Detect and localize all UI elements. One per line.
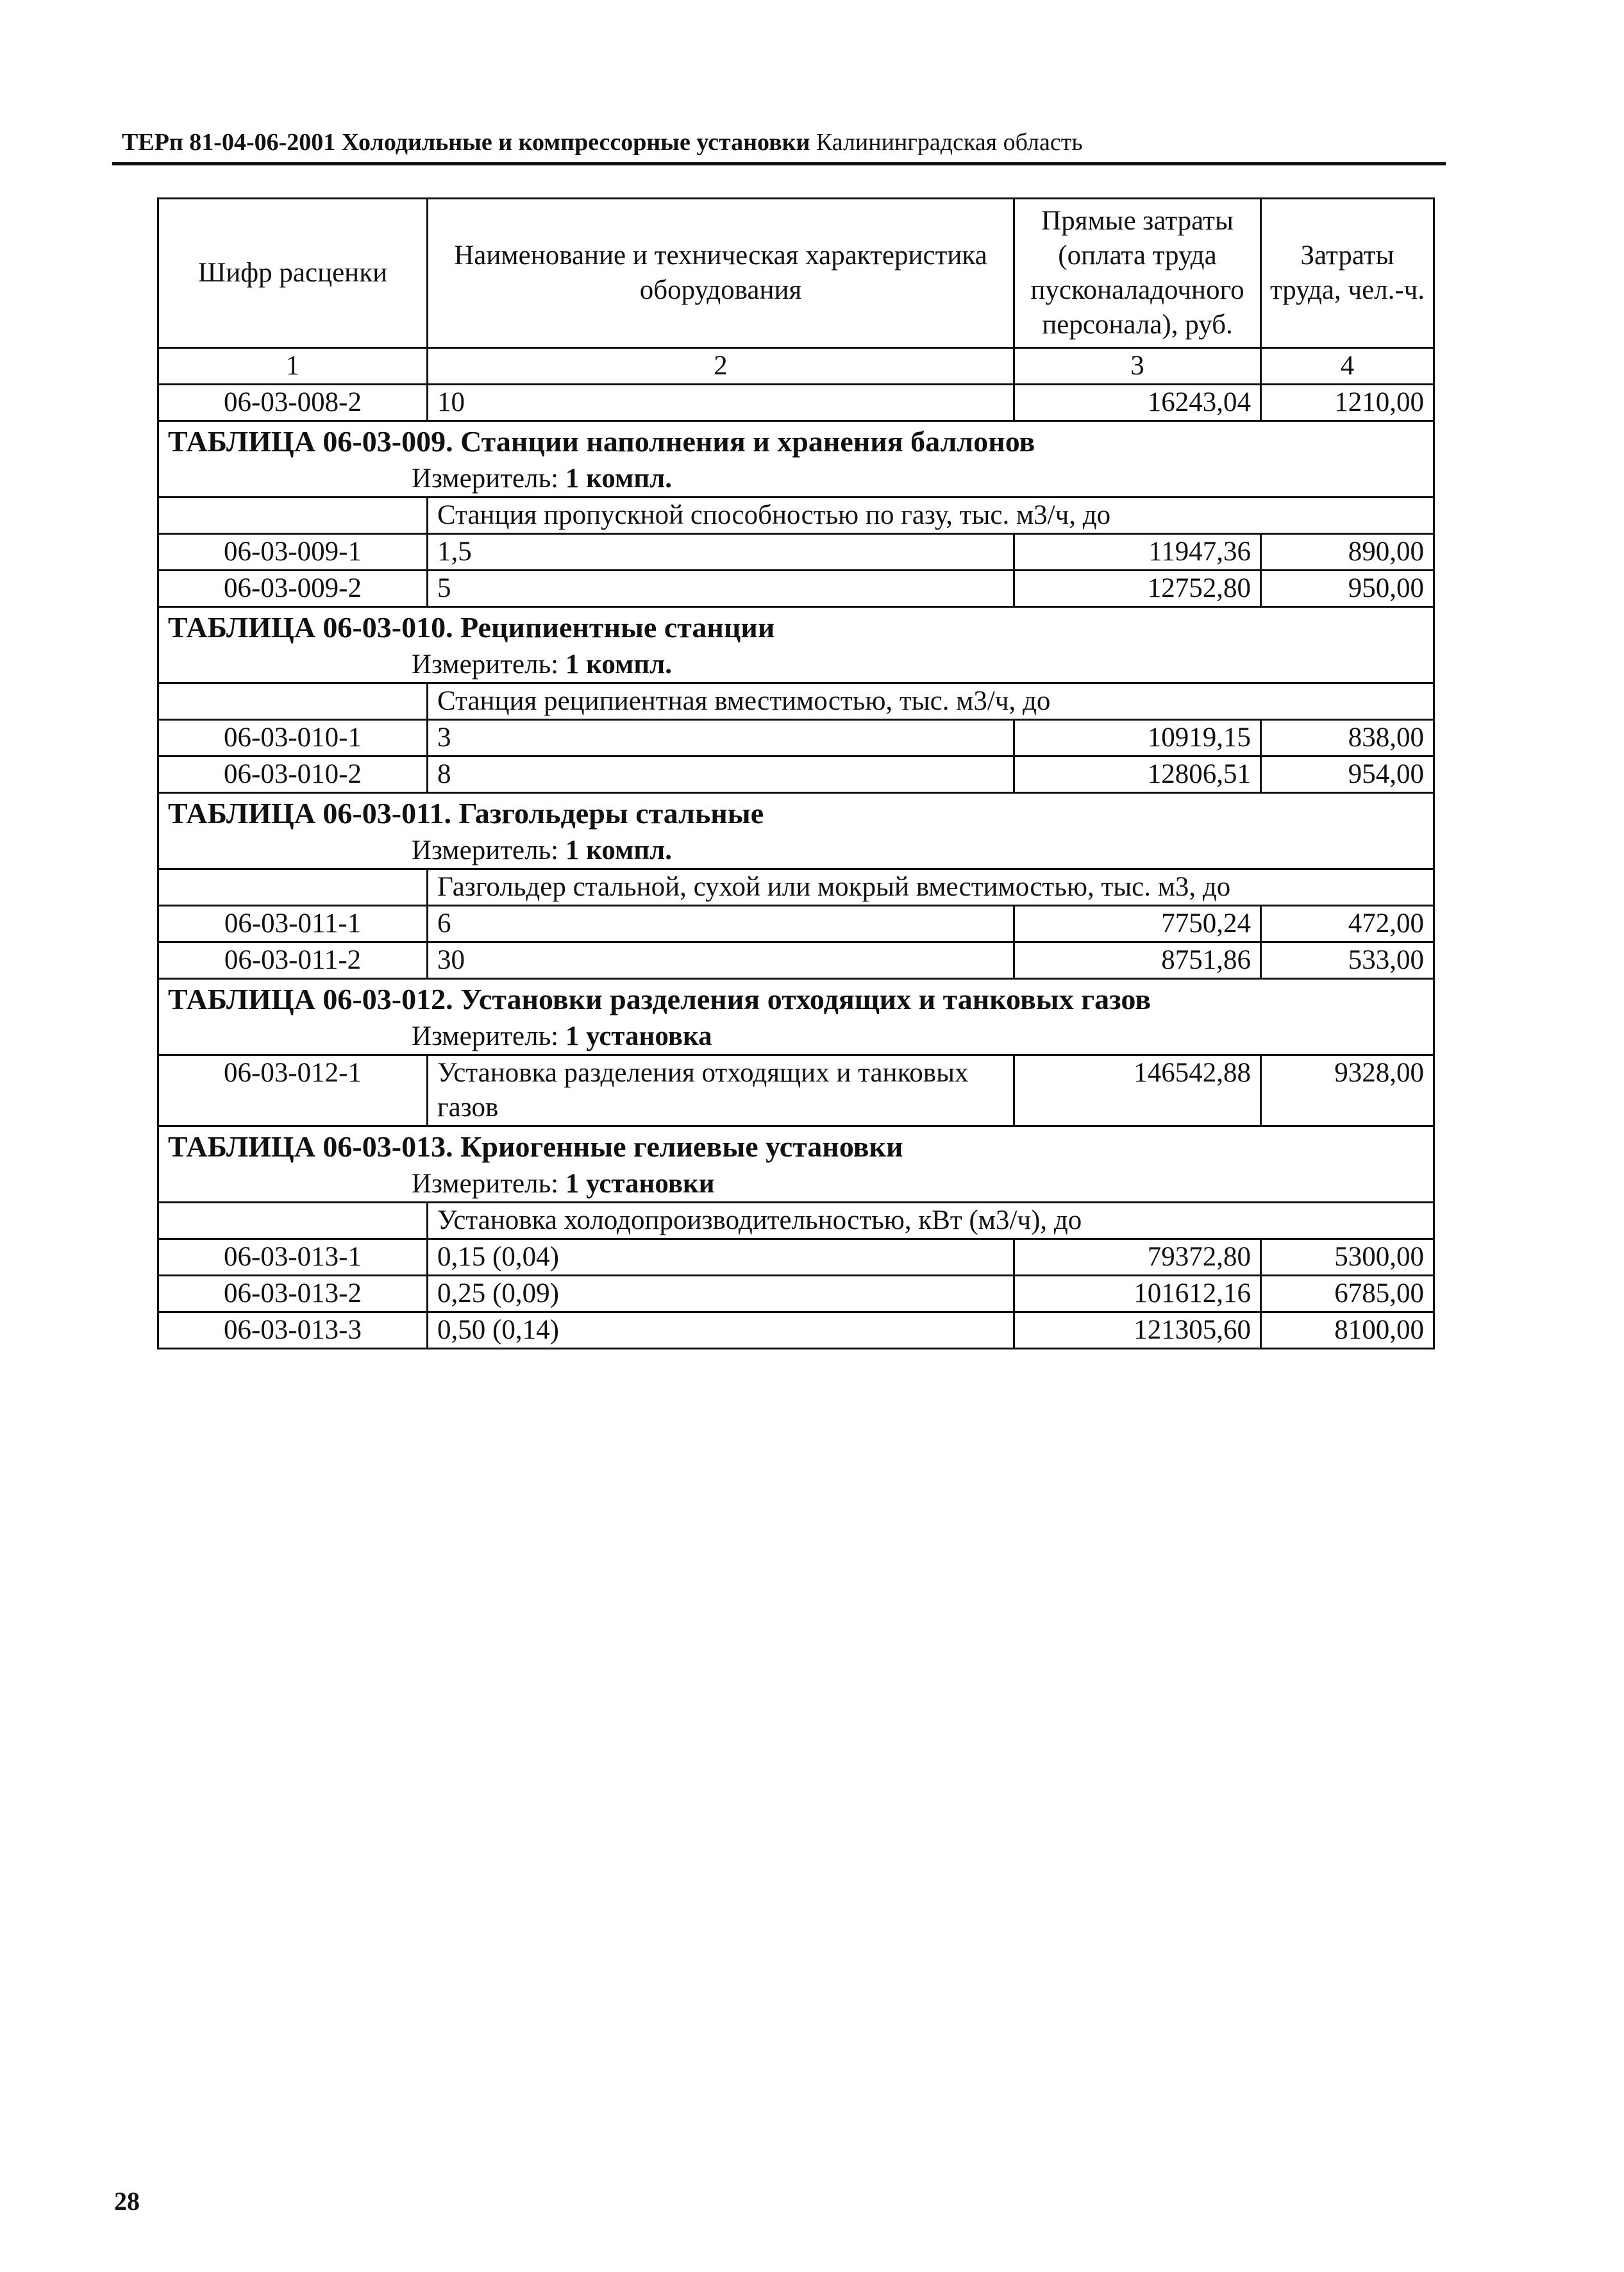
item-description: Станция реципиентная вместимостью, тыс. м3/ч, до [428, 683, 1434, 720]
section-header-cell [158, 421, 1434, 497]
table-row [158, 571, 1434, 607]
direct-cost: 10919,15 [1014, 720, 1261, 756]
item-name: 8 [428, 756, 1014, 793]
labor-cost: 9328,00 [1261, 1055, 1434, 1126]
table-row [158, 1276, 1434, 1312]
measure-value: 1 установка [565, 1021, 712, 1051]
column-number-1: 1 [158, 348, 428, 385]
section-header-cell [158, 793, 1434, 869]
table-row [158, 385, 1434, 421]
table-header-row [158, 199, 1434, 348]
rate-code: 06-03-013-3 [158, 1312, 428, 1349]
section-title: ТАБЛИЦА 06-03-010. Реципиентные станции [168, 611, 775, 644]
price-table [157, 197, 1435, 1349]
direct-cost: 12752,80 [1014, 571, 1261, 607]
rate-code: 06-03-013-2 [158, 1276, 428, 1312]
column-header-labor: Затраты труда, чел.-ч. [1261, 199, 1434, 348]
section-title: ТАБЛИЦА 06-03-011. Газгольдеры стальные [168, 797, 764, 830]
item-name: Установка разделения отходящих и танковых газов [428, 1055, 1014, 1126]
direct-cost: 12806,51 [1014, 756, 1261, 793]
document-code: ТЕРп 81-04-06-2001 [122, 129, 336, 156]
labor-cost: 838,00 [1261, 720, 1434, 756]
section-header-cell [158, 979, 1434, 1055]
measure-label: Измеритель: [412, 1021, 559, 1051]
table-row [158, 1239, 1434, 1276]
section-header-row [158, 793, 1434, 869]
labor-cost: 6785,00 [1261, 1276, 1434, 1312]
measure-label: Измеритель: [412, 1169, 559, 1199]
description-row [158, 1203, 1434, 1239]
direct-cost: 7750,24 [1014, 906, 1261, 942]
rate-code: 06-03-011-1 [158, 906, 428, 942]
description-code-cell [158, 1203, 428, 1239]
item-name: 5 [428, 571, 1014, 607]
section-header-row [158, 421, 1434, 497]
measure-label: Измеритель: [412, 464, 559, 494]
item-name: 0,15 (0,04) [428, 1239, 1014, 1276]
measure-value: 1 компл. [565, 649, 672, 680]
measure-unit [168, 1167, 1424, 1201]
item-name: 0,25 (0,09) [428, 1276, 1014, 1312]
page-number: 28 [114, 2187, 140, 2216]
labor-cost: 890,00 [1261, 534, 1434, 571]
column-number-row [158, 348, 1434, 385]
section-header-row [158, 607, 1434, 683]
rate-code: 06-03-011-2 [158, 942, 428, 979]
item-name: 0,50 (0,14) [428, 1312, 1014, 1349]
measure-label: Измеритель: [412, 649, 559, 680]
measure-unit [168, 647, 1424, 682]
measure-unit [168, 462, 1424, 496]
column-number-4: 4 [1261, 348, 1434, 385]
table-row [158, 534, 1434, 571]
direct-cost: 101612,16 [1014, 1276, 1261, 1312]
table-row [158, 1055, 1434, 1126]
item-name: 3 [428, 720, 1014, 756]
direct-cost: 16243,04 [1014, 385, 1261, 421]
direct-cost: 8751,86 [1014, 942, 1261, 979]
table-row [158, 942, 1434, 979]
labor-cost: 954,00 [1261, 756, 1434, 793]
rate-code: 06-03-008-2 [158, 385, 428, 421]
table-row [158, 1312, 1434, 1349]
rate-code: 06-03-009-2 [158, 571, 428, 607]
item-description: Газгольдер стальной, сухой или мокрый вместимостью, тыс. м3, до [428, 869, 1434, 906]
item-description: Установка холодопроизводительностью, кВт (м3/ч), до [428, 1203, 1434, 1239]
item-name: 6 [428, 906, 1014, 942]
column-number-3: 3 [1014, 348, 1261, 385]
measure-value: 1 компл. [565, 835, 672, 865]
direct-cost: 79372,80 [1014, 1239, 1261, 1276]
description-code-cell [158, 497, 428, 534]
description-row [158, 497, 1434, 534]
section-header-row [158, 1126, 1434, 1203]
labor-cost: 1210,00 [1261, 385, 1434, 421]
description-code-cell [158, 683, 428, 720]
labor-cost: 533,00 [1261, 942, 1434, 979]
direct-cost: 11947,36 [1014, 534, 1261, 571]
direct-cost: 146542,88 [1014, 1055, 1261, 1126]
labor-cost: 950,00 [1261, 571, 1434, 607]
column-header-name: Наименование и техническая характеристика оборудования [428, 199, 1014, 348]
table-row [158, 906, 1434, 942]
measure-label: Измеритель: [412, 835, 559, 865]
description-row [158, 683, 1434, 720]
column-header-cost: Прямые затраты (оплата труда пусконаладочного персонала), руб. [1014, 199, 1261, 348]
table-row [158, 720, 1434, 756]
rate-code: 06-03-010-2 [158, 756, 428, 793]
measure-value: 1 установки [565, 1169, 715, 1199]
section-title: ТАБЛИЦА 06-03-009. Станции наполнения и хранения баллонов [168, 425, 1035, 458]
rate-code: 06-03-012-1 [158, 1055, 428, 1126]
rate-code: 06-03-013-1 [158, 1239, 428, 1276]
rate-code: 06-03-010-1 [158, 720, 428, 756]
column-header-code: Шифр расценки [158, 199, 428, 348]
direct-cost: 121305,60 [1014, 1312, 1261, 1349]
section-header-cell [158, 1126, 1434, 1203]
item-name: 10 [428, 385, 1014, 421]
column-number-2: 2 [428, 348, 1014, 385]
section-header-row [158, 979, 1434, 1055]
labor-cost: 5300,00 [1261, 1239, 1434, 1276]
description-row [158, 869, 1434, 906]
measure-value: 1 компл. [565, 464, 672, 494]
document-title: Холодильные и компрессорные установки [341, 129, 810, 156]
description-code-cell [158, 869, 428, 906]
running-header [122, 127, 1443, 158]
rate-code: 06-03-009-1 [158, 534, 428, 571]
measure-unit [168, 1019, 1424, 1054]
item-description: Станция пропускной способностью по газу, тыс. м3/ч, до [428, 497, 1434, 534]
labor-cost: 472,00 [1261, 906, 1434, 942]
section-title: ТАБЛИЦА 06-03-013. Криогенные гелиевые установки [168, 1130, 903, 1163]
item-name: 1,5 [428, 534, 1014, 571]
header-rule [112, 162, 1446, 165]
section-title: ТАБЛИЦА 06-03-012. Установки разделения отходящих и танковых газов [168, 983, 1151, 1015]
region: Калининградская область [816, 129, 1083, 156]
item-name: 30 [428, 942, 1014, 979]
table-row [158, 756, 1434, 793]
section-header-cell [158, 607, 1434, 683]
labor-cost: 8100,00 [1261, 1312, 1434, 1349]
measure-unit [168, 833, 1424, 868]
